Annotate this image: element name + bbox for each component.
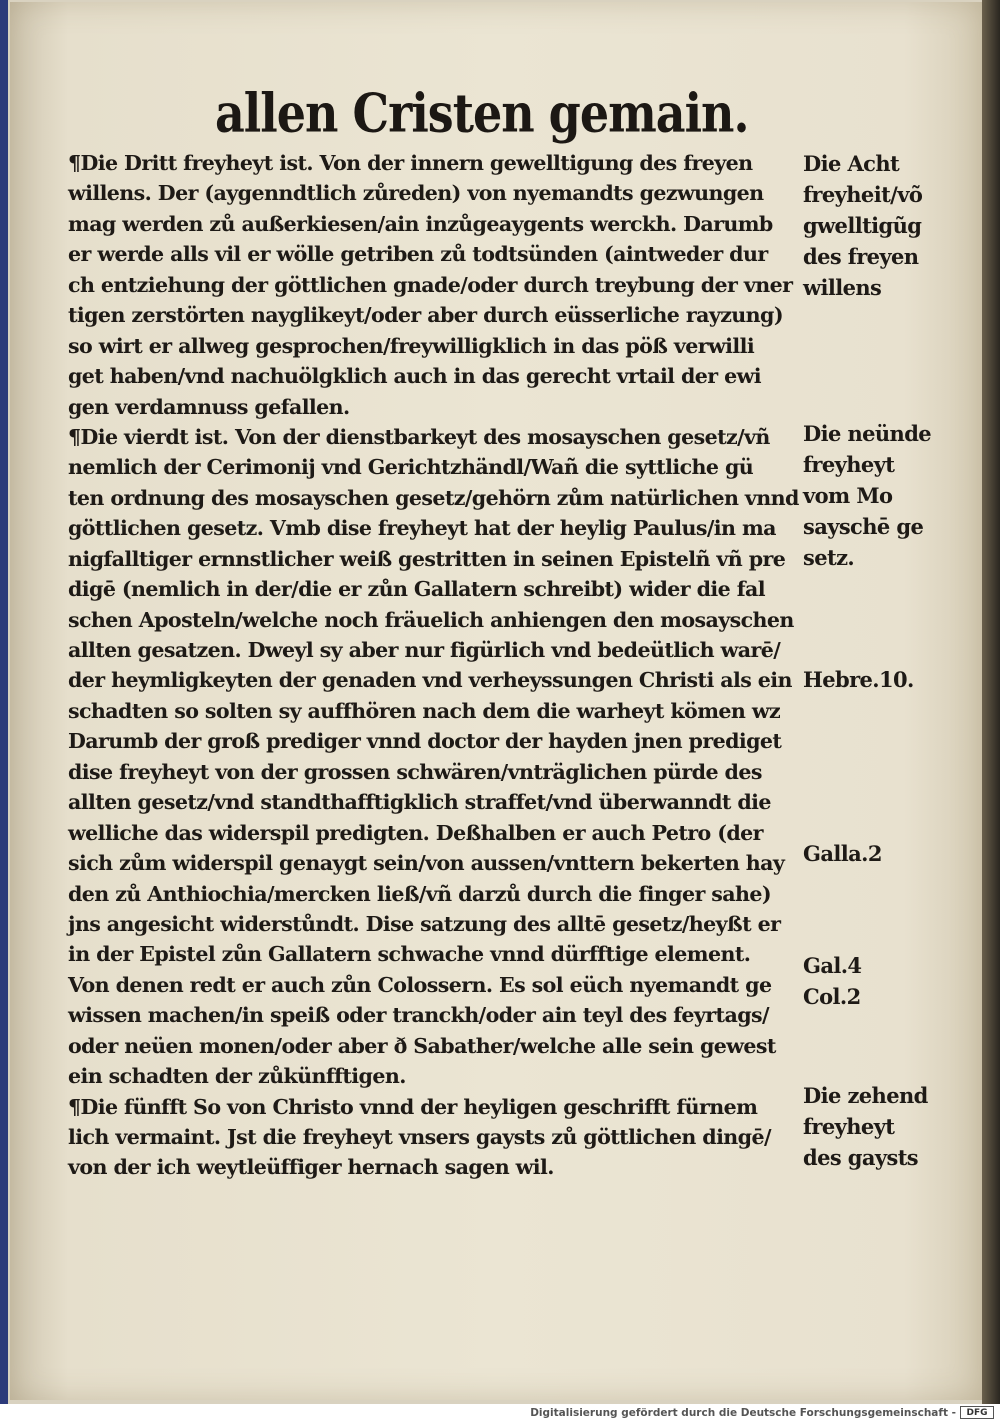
- margin-note-line: des gaysts: [803, 1145, 919, 1170]
- margin-note-line: Hebre.10.: [803, 667, 914, 692]
- text-line: sich zům widerspil genaygt sein/von aussen/vnttern bekerten hay: [68, 851, 785, 876]
- text-line: so wirt er allweg gesprochen/freywilligklich in das pöß verwilli: [68, 333, 755, 358]
- text-line: Von denen redt er auch zůn Colossern. Es sol eüch nyemandt ge: [68, 972, 772, 997]
- text-line: allten gesetz/vnd standthafftigklich straffet/vnd überwanndt die: [68, 790, 771, 815]
- text-line: nigfalltiger ernnstlicher weiß gestritten in seinen Epistelñ vñ pre: [68, 546, 786, 571]
- text-line: in der Epistel zůn Gallatern schwache vnnd dürfftige element.: [68, 942, 751, 967]
- text-line: göttlichen gesetz. Vmb dise freyheyt hat der heylig Paulus/in ma: [68, 516, 776, 541]
- margin-note-line: Die Acht: [803, 151, 900, 176]
- margin-note-neuende: [803, 418, 963, 573]
- margin-note-line: willens: [803, 275, 882, 300]
- margin-note-line: des freyen: [803, 244, 919, 269]
- margin-note-line: freyheyt: [803, 452, 895, 477]
- text-line: ch entziehung der göttlichen gnade/oder durch treybung der vner: [68, 272, 793, 297]
- text-line: wissen machen/in speiß oder tranckh/oder ain teyl des feyrtags/: [68, 1003, 769, 1028]
- margin-note-gal-col: [803, 950, 963, 1012]
- text-line: mag werden zů außerkiesen/ain inzůgeaygents werckh. Darumb: [68, 211, 773, 236]
- margin-note-galla: [803, 838, 963, 869]
- text-line: ein schadten der zůkünfftigen.: [68, 1064, 406, 1089]
- text-line: er werde alls vil er wölle getriben zů todtsünden (aintweder dur: [68, 242, 768, 267]
- text-line: ten ordnung des mosayschen gesetz/gehörn zům natürlichen vnnd: [68, 485, 799, 510]
- text-line: Darumb der groß prediger vnnd doctor der hayden jnen prediget: [68, 729, 782, 754]
- text-line: gen verdamnuss gefallen.: [68, 394, 350, 419]
- margin-note-line: freyheyt: [803, 1114, 895, 1139]
- text-line: get haben/vnd nachuölgklich auch in das gerecht vrtail der ewi: [68, 364, 761, 389]
- main-text-block: [68, 148, 800, 1183]
- text-line: willens. Der (aygenndtlich zůreden) von nyemandts gezwungen: [68, 181, 764, 206]
- text-line: allten gesatzen. Dweyl sy aber nur figürlich vnd bedeütlich warē/: [68, 638, 781, 662]
- margin-note-line: sayschē ge: [803, 514, 924, 539]
- text-line: digē (nemlich in der/die er zůn Gallatern schreibt) wider die fal: [68, 577, 765, 602]
- text-line: schen Aposteln/welche noch fräuelich anhiengen den mosayschen: [68, 607, 794, 632]
- text-line: ¶Die Dritt freyheyt ist. Von der innern gewelltigung des freyen: [68, 151, 753, 175]
- text-line: lich vermaint. Jst die freyheyt vnsers gaysts zů göttlichen dingē/: [68, 1125, 771, 1149]
- text-line: ¶Die fünfft So von Christo vnnd der heyligen geschrifft fürnem: [68, 1094, 758, 1119]
- margin-note-line: Die neünde: [803, 421, 932, 446]
- text-line: nemlich der Cerimonij vnd Gerichtzhändl/Wañ die syttliche gü: [68, 455, 754, 480]
- margin-note-line: setz.: [803, 545, 855, 570]
- scan-edge-strip: [0, 0, 8, 1404]
- margin-note-zehend: [803, 1080, 963, 1173]
- running-head: allen Cristen gemain.: [215, 82, 749, 145]
- margin-note-acht: [803, 148, 963, 303]
- text-line: von der ich weytleüffiger hernach sagen wil.: [68, 1155, 554, 1180]
- margin-note-line: Die zehend: [803, 1083, 928, 1108]
- text-line: jns angesicht widerstůndt. Dise satzung des alltē gesetz/heyßt er: [68, 911, 781, 936]
- text-line: schadten so solten sy auffhören nach dem die warheyt kömen wz: [68, 698, 781, 723]
- margin-note-hebre: [803, 664, 963, 695]
- text-line: der heymligkeyten der genaden vnd verheyssungen Christi als ein: [68, 668, 792, 693]
- margin-note-line: freyheit/võ: [803, 182, 923, 207]
- page-fore-edge: [982, 0, 1000, 1404]
- margin-note-line: vom Mo: [803, 483, 893, 508]
- text-line: oder neüen monen/oder aber ð Sabather/welche alle sein gewest: [68, 1033, 776, 1058]
- digitization-credit: Digitalisierung gefördert durch die Deutsche Forschungsgemeinschaft -: [530, 1407, 956, 1419]
- dfg-logo: DFG: [960, 1406, 994, 1419]
- margin-note-line: Gal.4: [803, 953, 862, 978]
- text-line: tigen zerstörten nayglikeyt/oder aber durch eüsserliche rayzung): [68, 303, 783, 328]
- text-line: den zů Anthiochia/mercken ließ/vñ darzů durch die finger sahe): [68, 881, 772, 906]
- text-line: dise freyheyt von der grossen schwären/vnträglichen pürde des: [68, 759, 762, 784]
- margin-note-line: Col.2: [803, 984, 861, 1009]
- text-line: welliche das widerspil predigten. Deßhalben er auch Petro (der: [68, 820, 763, 845]
- text-line: ¶Die vierdt ist. Von der dienstbarkeyt des mosayschen gesetz/vñ: [68, 424, 770, 449]
- margin-note-line: Galla.2: [803, 841, 882, 866]
- margin-note-line: gwelltigũg: [803, 213, 922, 238]
